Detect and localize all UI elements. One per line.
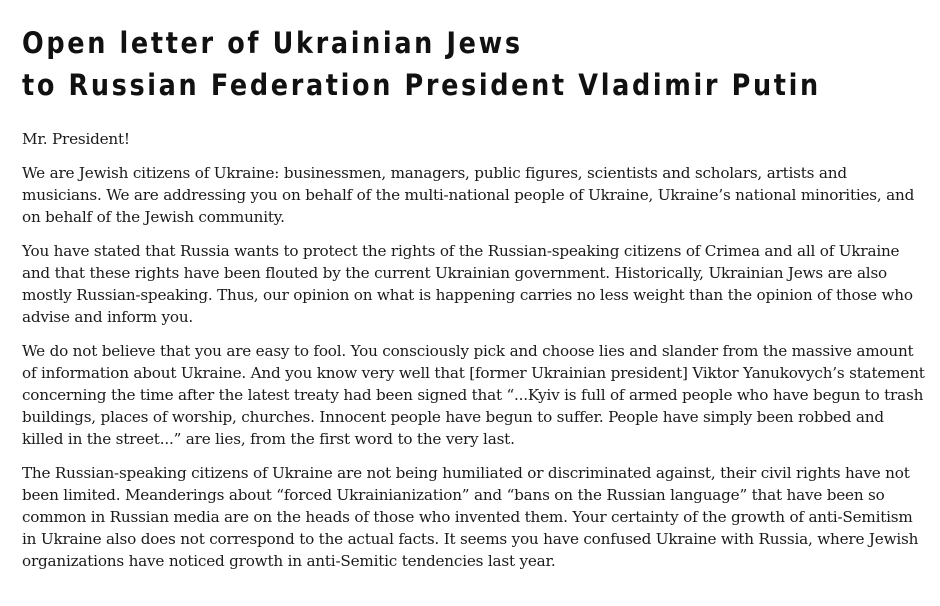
salutation: Mr. President! — [22, 130, 130, 148]
paragraph-3: We do not believe that you are easy to fool. You consciously pick and choose lies and slander from the massive amount of information about Ukraine. And you know very well that [former Ukrainian president] Viktor Yanukovych’s statement concerning the time after the latest treaty had been signed that “...Kyiv is full of armed people who have begun to trash buildings, places of worship, churches. Innocent people have begun to suffer. People have simply been robbed and killed in the street...” are lies, from the first word to the very last. — [22, 342, 925, 448]
letter-title — [22, 22, 928, 106]
title-line-1: Open letter of Ukrainian Jews — [22, 26, 523, 60]
paragraph-4: The Russian-speaking citizens of Ukraine are not being humiliated or discriminated against, their civil rights have not been limited. Meanderings about “forced Ukrainianization” and “bans on the Russian language” that have been so common in Russian media are on the heads of those who invented them. Your certainty of the growth of anti-Semitism in Ukraine also does not correspond to the actual facts. It seems you have confused Ukraine with Russia, where Jewish organizations have noticed growth in anti-Semitic tendencies last year. — [22, 464, 919, 570]
paragraph-1: We are Jewish citizens of Ukraine: businessmen, managers, public figures, scientists and scholars, artists and musicians. We are addressing you on behalf of the multi-national people of Ukraine, Ukraine’s national minorities, and on behalf of the Jewish community. — [22, 164, 915, 226]
paragraph-2: You have stated that Russia wants to protect the rights of the Russian-speaking citizens of Crimea and all of Ukraine and that these rights have been flouted by the current Ukrainian government. Historically, Ukrainian Jews are also mostly Russian-speaking. Thus, our opinion on what is happening carries no less weight than the opinion of those who advise and inform you. — [22, 242, 913, 326]
title-line-2: to Russian Federation President Vladimir Putin — [22, 68, 821, 102]
letter-page — [22, 22, 928, 584]
